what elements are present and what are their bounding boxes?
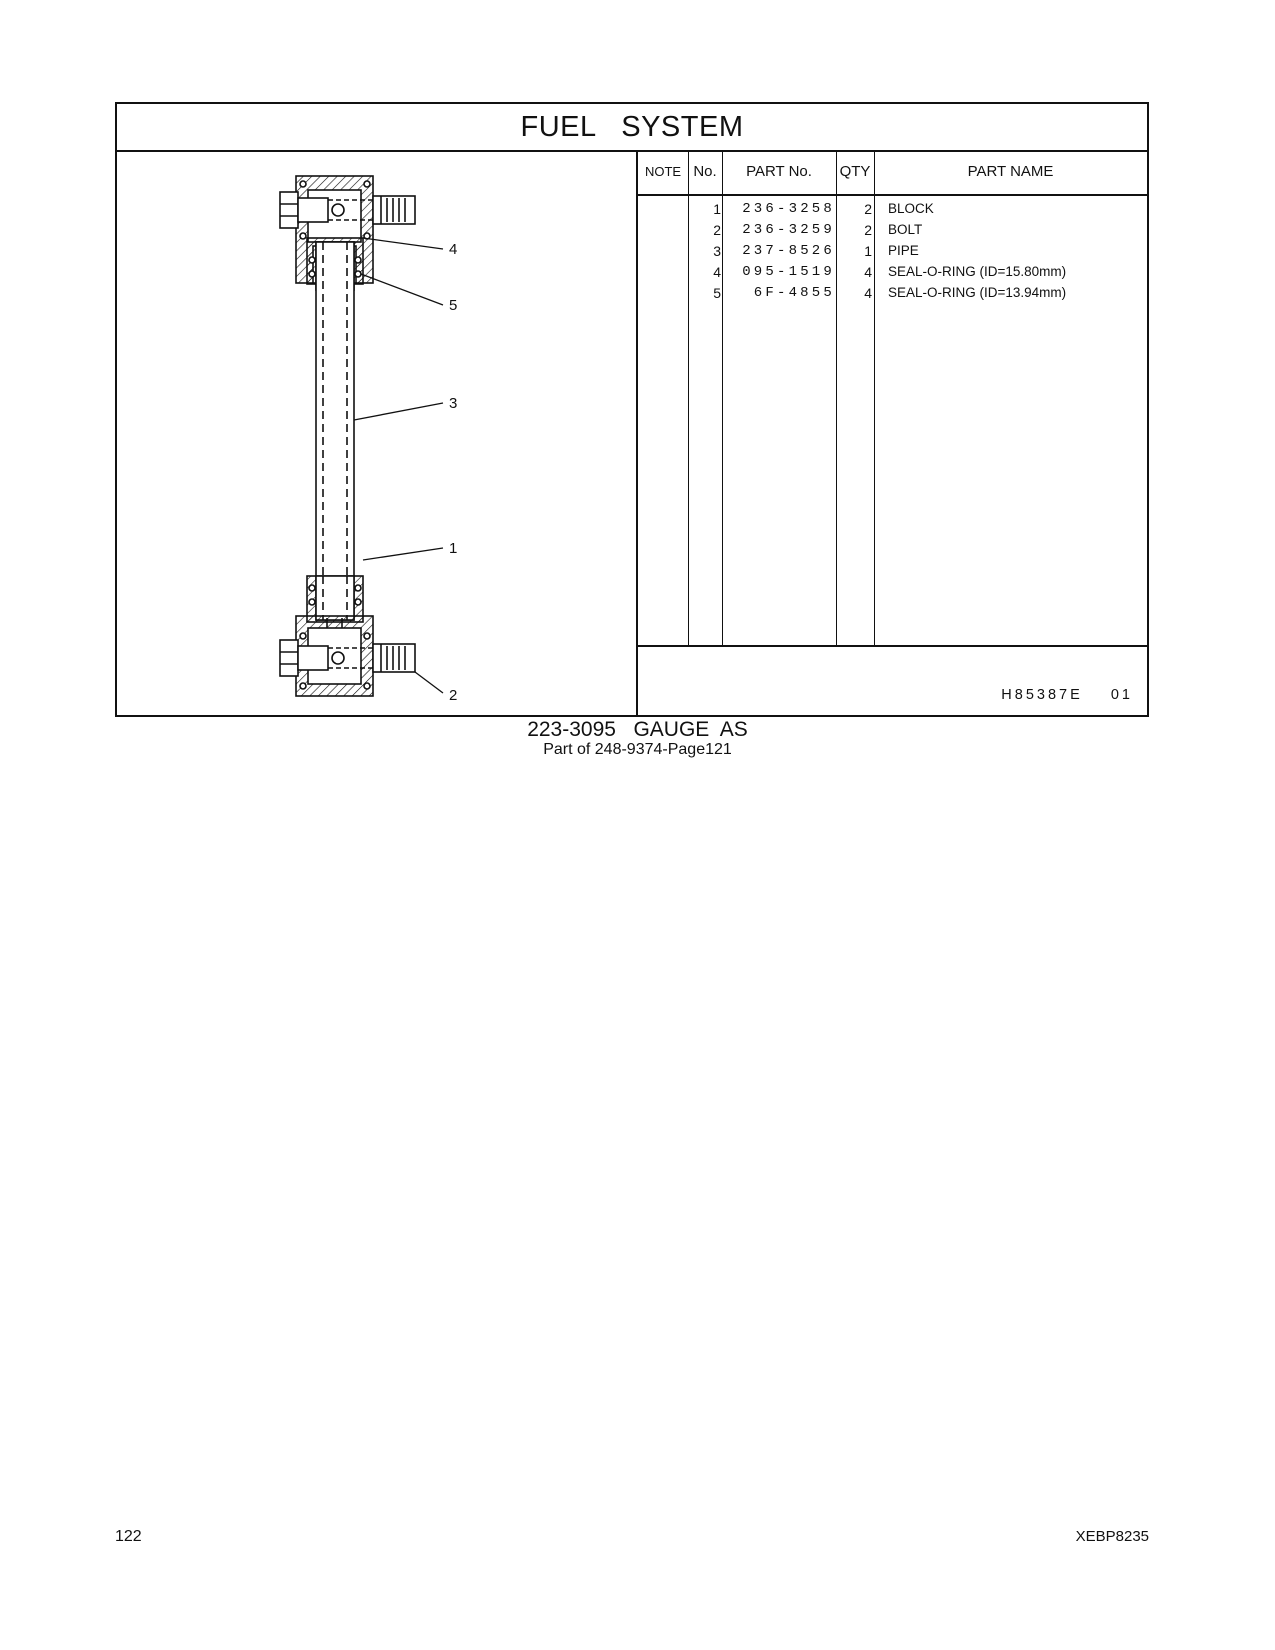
table-header: [638, 150, 1147, 196]
part-name: SEAL-O-RING (ID=15.80mm): [888, 264, 1067, 279]
item-number: 2: [713, 222, 721, 238]
table-body: [638, 196, 1147, 646]
table-row: [638, 264, 1147, 286]
table-row: [638, 285, 1147, 307]
part-number: 095-1519: [742, 264, 835, 280]
gauge-assembly-illustration: [117, 150, 634, 717]
part-name: BLOCK: [888, 201, 934, 216]
part-number: 236-3258: [742, 201, 835, 217]
callout-4: 4: [449, 241, 458, 258]
callout-2: 2: [449, 687, 458, 704]
quantity: 1: [864, 243, 872, 259]
part-name: SEAL-O-RING (ID=13.94mm): [888, 285, 1067, 300]
callout-5: 5: [449, 297, 458, 314]
header-note: NOTE: [644, 164, 682, 179]
document-id: XEBP8235: [1075, 1528, 1149, 1545]
parts-frame: [115, 102, 1149, 717]
assembly-subtitle: Part of 248-9374-Page121: [543, 741, 732, 758]
parts-table: [638, 150, 1147, 715]
item-number: 3: [713, 243, 721, 259]
assembly-caption: [0, 718, 1275, 758]
header-part-name: PART NAME: [967, 163, 1054, 180]
header-qty: QTY: [839, 163, 871, 180]
quantity: 2: [864, 222, 872, 238]
parts-drawing: [117, 150, 638, 715]
header-part-no: PART No.: [746, 163, 812, 180]
drawing-code: H85387E 01: [1001, 687, 1133, 703]
quantity: 4: [864, 285, 872, 301]
quantity: 4: [864, 264, 872, 280]
item-number: 4: [713, 264, 721, 280]
table-footer-divider: [638, 645, 1147, 647]
assembly-title: 223-3095 GAUGE AS: [527, 718, 748, 741]
item-number: 1: [713, 201, 721, 217]
page-number: 122: [115, 1528, 142, 1545]
item-number: 5: [713, 285, 721, 301]
quantity: 2: [864, 201, 872, 217]
section-title: FUEL SYSTEM: [117, 104, 1147, 152]
table-row: [638, 201, 1147, 223]
callout-1: 1: [449, 540, 458, 557]
part-number: 236-3259: [742, 222, 835, 238]
table-row: [638, 222, 1147, 244]
header-no: No.: [693, 163, 717, 180]
part-name: PIPE: [888, 243, 919, 258]
part-number: 237-8526: [742, 243, 835, 259]
part-name: BOLT: [888, 222, 923, 237]
callout-3: 3: [449, 395, 458, 412]
part-number: 6F-4855: [753, 285, 835, 301]
table-row: [638, 243, 1147, 265]
